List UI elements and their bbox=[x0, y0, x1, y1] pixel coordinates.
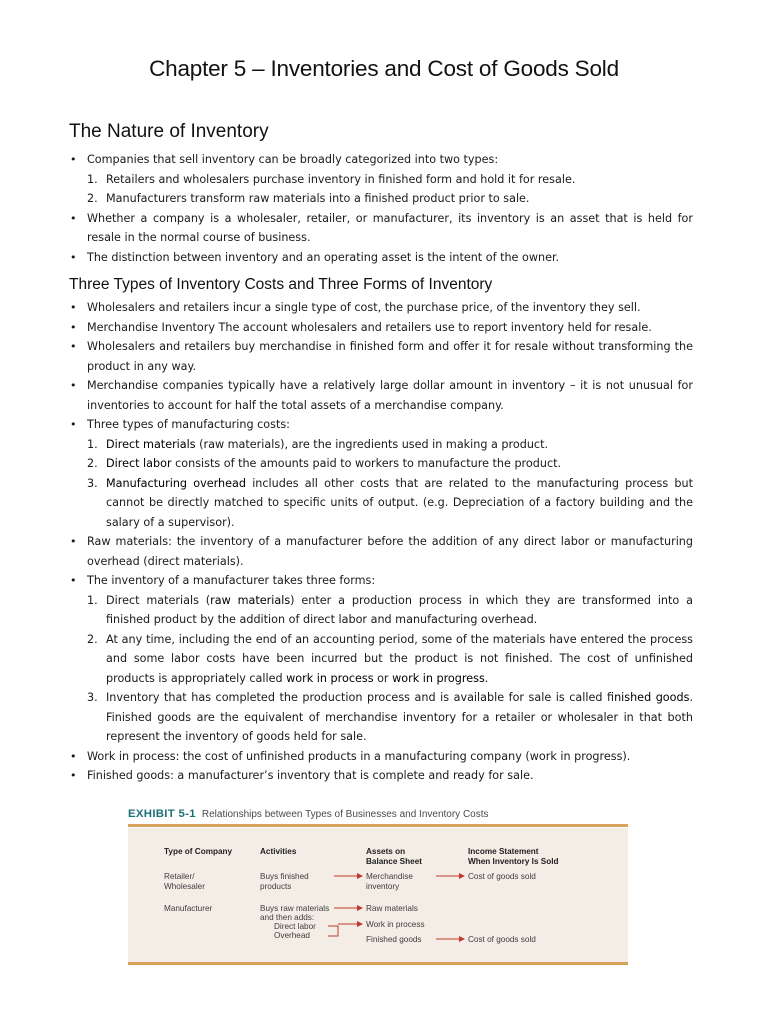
exhibit-cell: Cost of goods sold bbox=[468, 872, 536, 881]
exhibit-col-header: Balance Sheet bbox=[366, 857, 422, 866]
exhibit-cell: inventory bbox=[366, 882, 400, 891]
bullet-item: • Merchandise companies typically have a relatively large dollar amount in inventory – it is not unusual for inventories to account for half the total assets of a merchandise company. bbox=[69, 376, 693, 415]
exhibit-cell: Finished goods bbox=[366, 935, 422, 944]
exhibit-arrows bbox=[128, 808, 628, 968]
exhibit-cell: Direct labor bbox=[274, 922, 316, 931]
numbered-item: 3. Manufacturing overhead includes all other costs that are related to the manufacturing process but cannot be directly matched to specific units of output. (e.g. Depreciation of a factory building and the salary of a supervisor). bbox=[87, 476, 693, 529]
bullet-item: • The inventory of a manufacturer takes three forms: bbox=[69, 571, 693, 591]
bullet-item: • Companies that sell inventory can be broadly categorized into two types: bbox=[69, 150, 693, 170]
exhibit-cell: Retailer/ bbox=[164, 872, 195, 881]
section-heading-types: Three Types of Inventory Costs and Three Forms of Inventory bbox=[69, 276, 493, 293]
term-manufacturing-overhead: Manufacturing overhead bbox=[106, 476, 246, 490]
bullet-item: • Raw materials: the inventory of a manufacturer before the addition of any direct labor or manufacturing overhead (direct materials). bbox=[69, 532, 693, 571]
bullet-item: • Finished goods: a manufacturer’s inventory that is complete and ready for sale. bbox=[69, 766, 693, 786]
numbered-item: 1. Direct materials (raw materials), are the ingredients used in making a product. bbox=[87, 437, 549, 451]
exhibit-figure bbox=[128, 808, 628, 968]
exhibit-cell: Raw materials bbox=[366, 904, 418, 913]
exhibit-cell: Overhead bbox=[274, 931, 310, 940]
exhibit-col-header: Activities bbox=[260, 847, 297, 856]
numbered-item: 1. Direct materials (raw materials) enter a production process in which they are transformed into a finished product by the addition of direct labor and manufacturing overhead. bbox=[87, 593, 693, 626]
exhibit-cell: Merchandise bbox=[366, 872, 413, 881]
term-raw-materials: raw materials bbox=[210, 593, 291, 607]
exhibit-col-header: When Inventory Is Sold bbox=[468, 857, 559, 866]
bullet-item: • Wholesalers and retailers buy merchandise in finished form and offer it for resale without transforming the product in any way. bbox=[69, 337, 693, 376]
numbered-item: 1. Retailers and wholesalers purchase inventory in finished form and hold it for resale. bbox=[87, 172, 576, 186]
exhibit-cell: Cost of goods sold bbox=[468, 935, 536, 944]
bullet-item: • Work in process: the cost of unfinished products in a manufacturing company (work in progress). bbox=[69, 747, 693, 767]
bullet-item: • The distinction between inventory and an operating asset is the intent of the owner. bbox=[69, 248, 693, 268]
numbered-item: 2. Direct labor consists of the amounts paid to workers to manufacture the product. bbox=[87, 457, 562, 470]
section-heading-nature: The Nature of Inventory bbox=[69, 121, 269, 142]
section-types-body bbox=[69, 298, 693, 786]
exhibit-label: EXHIBIT 5-1 bbox=[128, 808, 196, 820]
exhibit-col-header: Assets on bbox=[366, 847, 406, 856]
exhibit-cell: Work in process bbox=[366, 920, 425, 929]
bullet-item: • Three types of manufacturing costs: bbox=[69, 415, 693, 435]
exhibit-cell: products bbox=[260, 882, 292, 891]
numbered-item: 2. Manufacturers transform raw materials into a finished product prior to sale. bbox=[87, 192, 530, 205]
numbered-item: 3. Inventory that has completed the production process and is available for sale is called finished goods. Finished goods are the equivalent of merchandise inventory for a retailer or wholesaler in that both represent the inventory of goods held for sale. bbox=[87, 691, 693, 743]
exhibit-cell: Buys finished bbox=[260, 872, 309, 881]
exhibit-cell: Manufacturer bbox=[164, 904, 213, 913]
exhibit-cell: Wholesaler bbox=[164, 882, 205, 891]
term-direct-labor: Direct labor bbox=[106, 457, 172, 470]
term-finished-goods: nished goods bbox=[614, 691, 690, 704]
term-work-in-process: work in process bbox=[286, 671, 374, 685]
term-direct-materials: Direct materials bbox=[106, 437, 196, 451]
bullet-item: • Whether a company is a wholesaler, retailer, or manufacturer, its inventory is an asset that is held for resale in the normal course of business. bbox=[69, 209, 693, 248]
exhibit-cell: Buys raw materials bbox=[260, 904, 330, 913]
bracket-connector bbox=[328, 926, 338, 936]
numbered-item: 2. At any time, including the end of an accounting period, some of the materials have entered the process and some labor costs have been incurred but the product is not finished. The cost of unfinished products is appropriately called work in process or work in progress. bbox=[87, 632, 693, 685]
exhibit-title: Relationships between Types of Businesses and Inventory Costs bbox=[201, 809, 489, 820]
exhibit-cell: and then adds: bbox=[260, 913, 315, 922]
exhibit-col-header: Income Statement bbox=[468, 847, 539, 856]
page-title: Chapter 5 – Inventories and Cost of Goods Sold bbox=[149, 56, 619, 81]
bullet-item: • Merchandise Inventory The account wholesalers and retailers use to report inventory held for resale. bbox=[69, 318, 693, 338]
exhibit-col-header: Type of Company bbox=[164, 847, 233, 856]
section-nature-body bbox=[69, 150, 693, 267]
bullet-item: • Wholesalers and retailers incur a single type of cost, the purchase price, of the inventory they sell. bbox=[69, 298, 693, 318]
term-work-in-progress: work in progress bbox=[392, 671, 485, 685]
